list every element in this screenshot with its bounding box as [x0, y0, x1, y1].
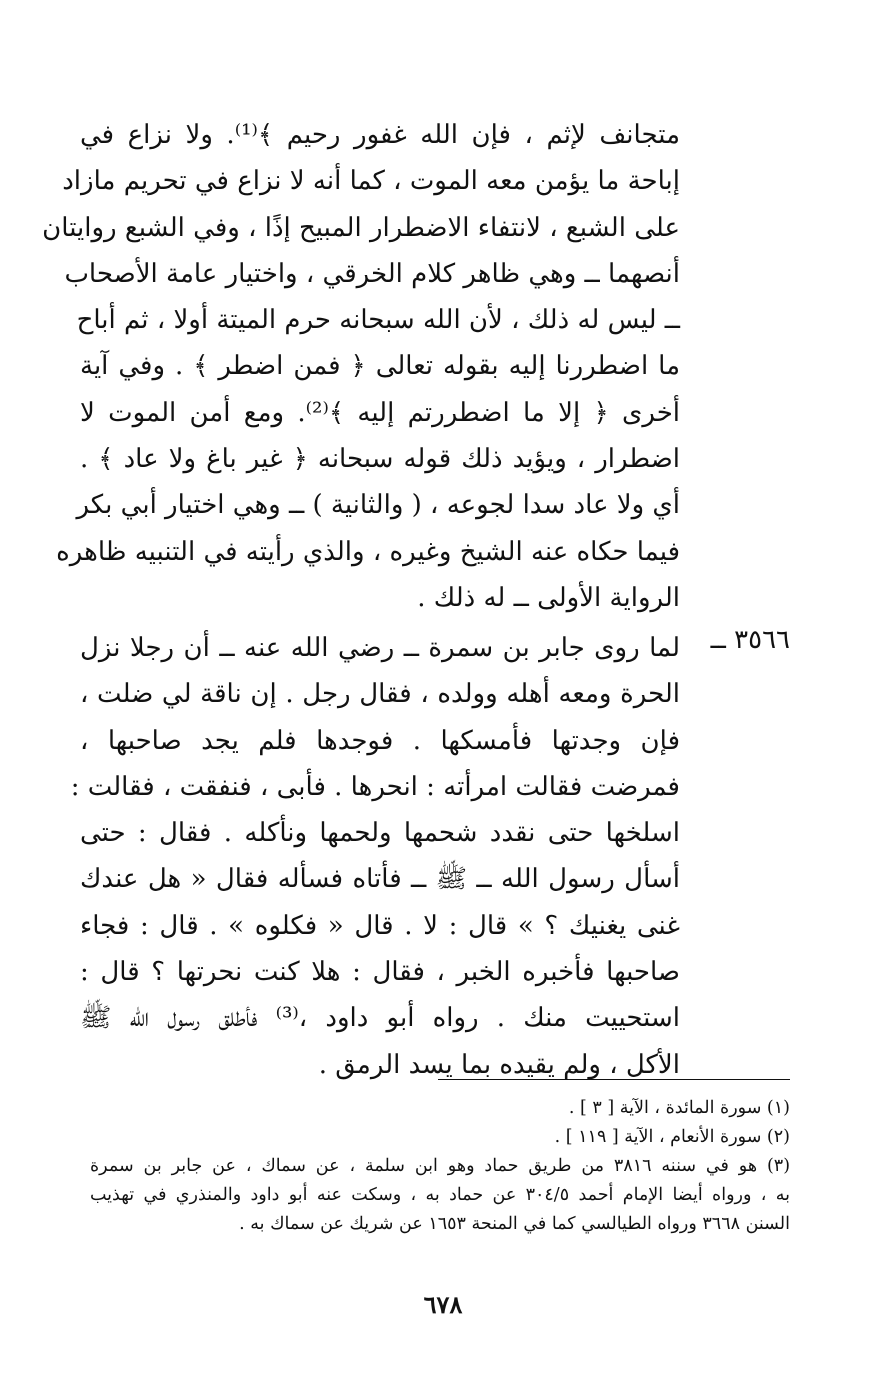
text-line: فإن وجدتها فأمسكها . فوجدها فلم يجد صاحبها ،	[80, 725, 680, 756]
footnote-3-cont: به ، ورواه أيضا الإمام أحمد ٣٠٤/٥ عن حماد به ، وسكت عنه أبو داود والمنذري في تهذيب	[90, 1185, 790, 1205]
footnote-divider	[438, 1079, 790, 1080]
text-line: متجانف لإثم ، فإن الله غفور رحيم ﴾⁽¹⁾. ولا نزاع في	[80, 120, 680, 150]
paragraph-number: ٣٥٦٦ ــ	[710, 625, 790, 655]
text-line: الرواية الأولى ــ له ذلك .	[417, 582, 680, 613]
text-line: إباحة ما يؤمن معه الموت ، كما أنه لا نزاع في تحريم مازاد	[62, 166, 680, 197]
text-line: اسلخها حتى نقدد شحمها ولحمها ونأكله . فقال : حتى	[80, 818, 680, 849]
main-text-block	[42, 112, 681, 621]
footnote-3-cont: السنن ٣٦٦٨ ورواه الطيالسي كما في المنحة ١٦٥٣ عن شريك عن سماك به .	[239, 1214, 790, 1234]
footnote-3: (٣) هو في سننه ٣٨١٦ من طريق حماد وهو ابن سلمة ، عن سماك ، عن جابر بن سمرة	[90, 1156, 791, 1176]
text-line: لما روى جابر بن سمرة ــ رضي الله عنه ــ أن رجلا نزل	[80, 633, 680, 663]
text-line: اضطرار ، ويؤيد ذلك قوله سبحانه ﴿ غير باغ ولا عاد ﴾ .	[80, 444, 680, 475]
text-line: أخرى ﴿ إلا ما اضطررتم إليه ﴾⁽²⁾. ومع أمن الموت لا	[80, 397, 681, 428]
text-line: ما اضطررنا إليه بقوله تعالى ﴿ فمن اضطر ﴾ . وفي آية	[80, 351, 680, 382]
text-line: على الشبع ، لانتفاء الاضطرار المبيح إذًا ، وفي الشبع روايتان	[42, 212, 680, 243]
text-line: أسأل رسول الله ــ ﷺ ــ فأتاه فسأله فقال « هل عندك	[80, 864, 680, 895]
text-line: ــ ليس له ذلك ، لأن الله سبحانه حرم الميتة أولا ، ثم أباح	[76, 305, 680, 336]
footnote-2: (٢) سورة الأنعام ، الآية [ ١١٩ ] .	[554, 1127, 790, 1147]
text-line: فيما حكاه عنه الشيخ وغيره ، والذي رأيته في التنبيه ظاهره	[56, 536, 680, 567]
footnote-1: (١) سورة المائدة ، الآية [ ٣ ] .	[568, 1098, 790, 1118]
text-line: أي ولا عاد سدا لجوعه ، ( والثانية ) ــ وهي اختيار أبي بكر	[76, 490, 680, 521]
paragraph-3566-text	[70, 625, 680, 1088]
text-line: غنى يغنيك ؟ » قال : لا . قال « فكلوه » . قال : فجاء	[80, 910, 680, 941]
text-line: صاحبها فأخبره الخبر ، فقال : هلا كنت نحرتها ؟ قال :	[80, 957, 680, 988]
text-line: الحرة ومعه أهله وولده ، فقال رجل . إن ناقة لي ضلت ،	[80, 679, 680, 710]
text-line: الأكل ، ولم يقيده بما يسد الرمق .	[318, 1049, 680, 1080]
text-line: فمرضت فقالت امرأته : انحرها . فأبى ، فنفقت ، فقالت :	[70, 771, 680, 802]
text-line: استحييت منك . رواه أبو داود ،⁽³⁾ فأطلق رسول الله ﷺ	[80, 1003, 680, 1034]
text-line: أنصهما ــ وهي ظاهر كلام الخرقي ، واختيار عامة الأصحاب	[64, 258, 680, 289]
page-number: ٦٧٨	[423, 1290, 463, 1319]
footnotes	[90, 1094, 790, 1239]
